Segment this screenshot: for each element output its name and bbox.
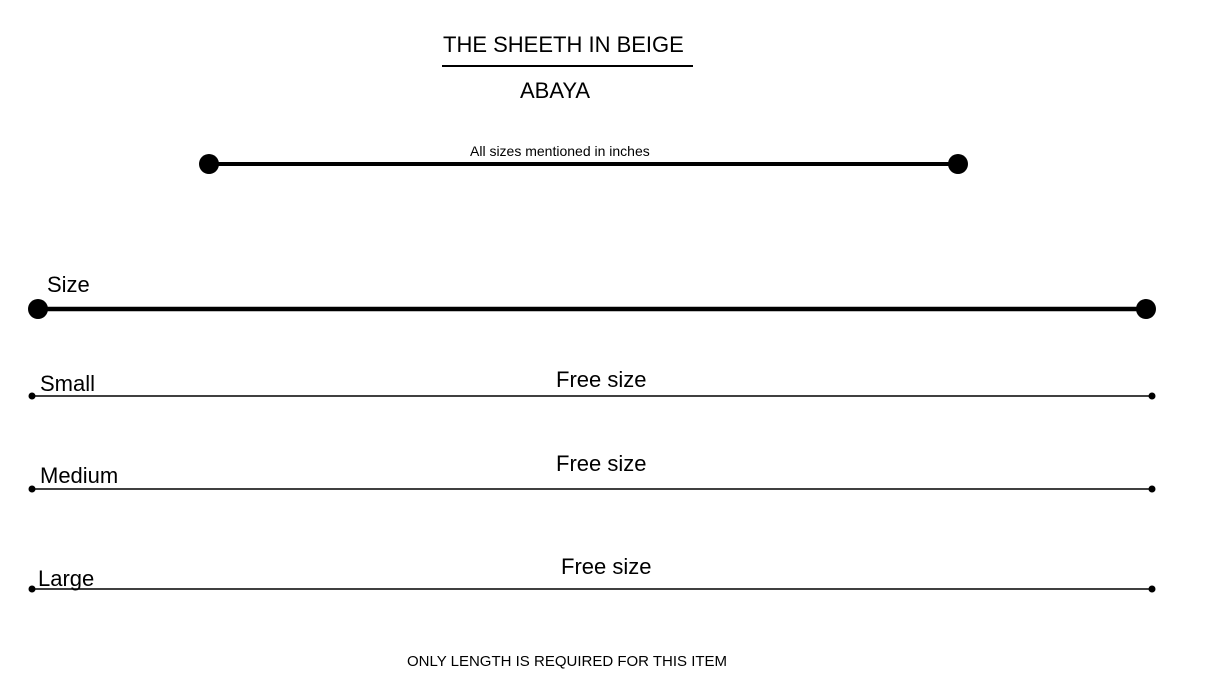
size-label-small: Small xyxy=(40,371,96,396)
page-title: THE SHEETH IN BEIGE xyxy=(443,32,684,57)
row-rule-large xyxy=(29,586,1156,593)
units-note: All sizes mentioned in inches xyxy=(470,143,650,159)
size-label-large: Large xyxy=(38,566,95,591)
size-heading-rule xyxy=(28,299,1156,319)
size-heading: Size xyxy=(47,272,90,297)
title-underline xyxy=(442,65,693,67)
row-rule-medium xyxy=(29,486,1156,493)
row-rule-small xyxy=(29,393,1156,400)
size-value-large: Free size xyxy=(561,554,652,579)
page-subtitle: ABAYA xyxy=(520,78,591,103)
size-value-medium: Free size xyxy=(556,451,647,476)
size-value-small: Free size xyxy=(556,367,647,392)
size-label-medium: Medium xyxy=(40,463,119,488)
footer-note: ONLY LENGTH IS REQUIRED FOR THIS ITEM xyxy=(407,653,728,670)
